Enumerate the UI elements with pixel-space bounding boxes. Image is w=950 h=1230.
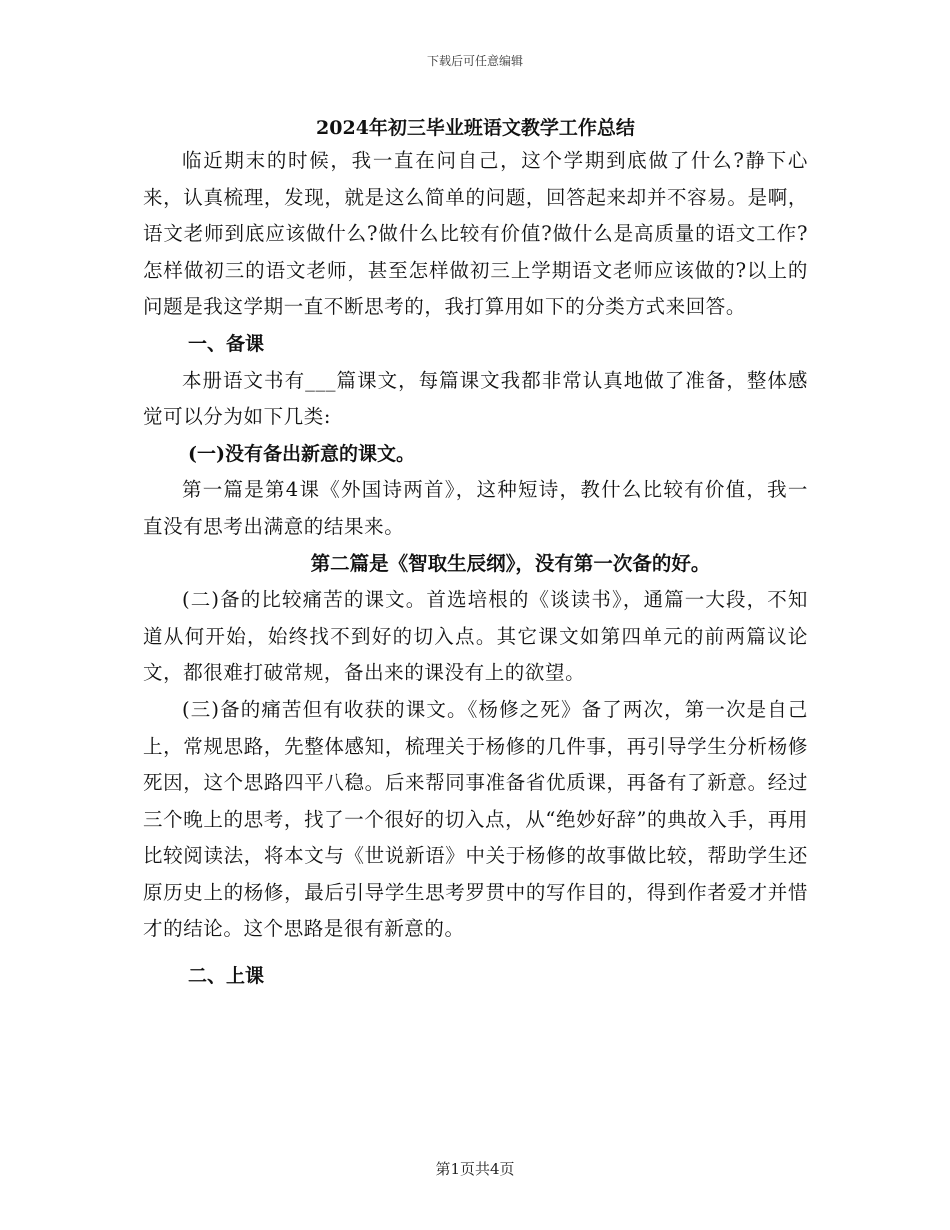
document-body xyxy=(143,113,808,995)
page-number: 第1页共4页 xyxy=(435,1160,515,1178)
subsection1-highlight: 第二篇是《智取生辰纲》，没有第一次备的好。 xyxy=(310,551,711,575)
subsection2-paragraph: (二)备的比较痛苦的课文。首选培根的《谈读书》，通篇一大段，不知道从何开始，始终找不到好的切入点。其它课文如第四单元的前两篇议论文，都很难打破常规，备出来的课没有上的欲望。 xyxy=(143,588,808,685)
intro-paragraph: 临近期末的时候，我一直在问自己，这个学期到底做了什么?静下心来，认真梳理，发现，就是这么简单的问题，回答起来却并不容易。是啊，语文老师到底应该做什么?做什么比较有价值?做什么是高质量的语文工作?怎样做初三的语文老师，甚至怎样做初三上学期语文老师应该做的?以上的问题是我这学期一直不断思考的，我打算用如下的分类方式来回答。 xyxy=(143,149,808,319)
section1-paragraph: 本册语文书有___篇课文，每篇课文我都非常认真地做了准备，整体感觉可以分为如下几类: xyxy=(143,368,808,429)
subsection3-paragraph: (三)备的痛苦但有收获的课文。《杨修之死》备了两次，第一次是自己上，常规思路，先整体感知，梳理关于杨修的几件事，再引导学生分析杨修死因，这个思路四平八稳。后来帮同事准备省优质课，再备有了新意。经过三个晚上的思考，找了一个很好的切入点，从“绝妙好辞”的典故入手，再用比较阅读法，将本文与《世说新语》中关于杨修的故事做比较，帮助学生还原历史上的杨修，最后引导学生思考罗贯中的写作目的，得到作者爱才并惜才的结论。这个思路是很有新意的。 xyxy=(143,697,808,941)
section-heading-teaching: 二、上课 xyxy=(188,965,265,988)
section-heading-lesson-prep: 一、备课 xyxy=(188,332,265,355)
subsection-heading-no-new-ideas: (一)没有备出新意的课文。 xyxy=(188,442,415,465)
subsection1-paragraph: 第一篇是第4课《外国诗两首》，这种短诗，教什么比较有价值，我一直没有思考出满意的结果来。 xyxy=(143,478,808,538)
document-title: 2024年初三毕业班语文教学工作总结 xyxy=(316,117,635,139)
page-header-note: 下载后可任意编辑 xyxy=(426,54,523,68)
